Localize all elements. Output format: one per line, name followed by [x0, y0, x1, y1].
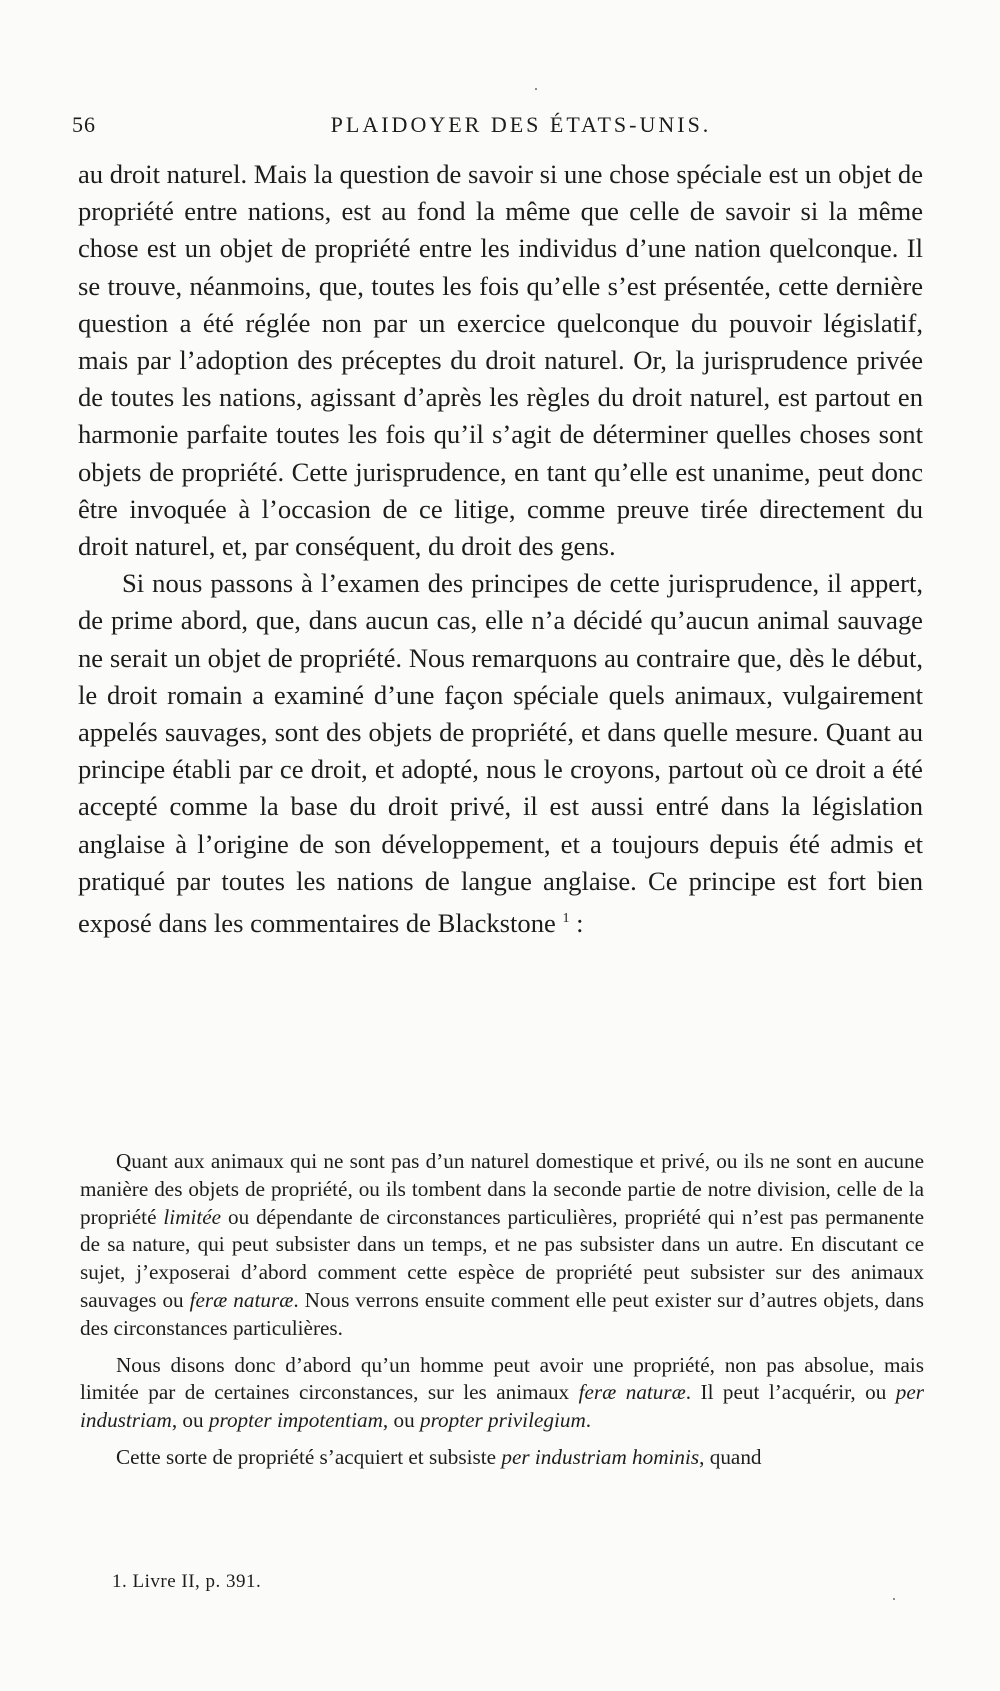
quote-1-part-b: ou dépendante de circonstances particulières, propriété qui n’est pas permanente de sa nature, qui peut subsister dans un temps, et ne pas subsister dans un autre. En discutant ce sujet, j’exposerai d’abord comment cette espèce de propriété peut subsister sur des animaux sauvages ou: [80, 1204, 925, 1312]
quote-1-emphasis-2: feræ naturæ: [189, 1287, 294, 1312]
footnote-reference: 1: [562, 911, 570, 927]
blackstone-quotation: [80, 1148, 924, 1481]
main-text: [78, 156, 923, 942]
quote-2-emphasis-3: propter impotentiam: [208, 1408, 383, 1433]
print-speck: [893, 1598, 895, 1600]
print-speck: [535, 88, 537, 90]
paragraph-2-end: :: [569, 907, 584, 938]
running-head: [72, 112, 930, 142]
quote-3-part-b: , quand: [699, 1444, 762, 1469]
quote-paragraph-1: [80, 1148, 924, 1343]
quote-2-part-c: , ou: [171, 1408, 209, 1433]
quote-3-part-a: Cette sorte de propriété s’acquiert et subsiste: [116, 1444, 502, 1469]
paragraph-2-text: Si nous passons à l’examen des principes de cette jurisprudence, il appert, de prime abord, que, dans aucun cas, elle n’a décidé qu’aucun animal sauvage ne serait un objet de propriété. Nous remarquons au contraire que, dès le début, le droit romain a examiné d’une façon spéciale quels animaux, vulgairement appelés sauvages, sont des objets de propriété, et dans quelle mesure. Quant au principe établi par ce droit, et adopté, nous le croyons, partout où ce droit a été accepté comme la base du droit privé, il est aussi entré dans la législation anglaise à l’origine de son développement, et a toujours depuis été admis et pratiqué par toutes les nations de langue anglaise. Ce principe est fort bien exposé dans les commentaires de Blackstone: [78, 568, 923, 938]
paragraph-2: [78, 565, 923, 942]
quote-3-emphasis: per industriam hominis: [501, 1444, 700, 1469]
quote-1-part-c: . Nous verrons ensuite comment elle peut exister sur d’autres objets, dans des circonstances particulières.: [80, 1287, 925, 1340]
quote-paragraph-2: [80, 1352, 924, 1435]
quote-1-part-a: Quant aux animaux qui ne sont pas d’un naturel domestique et privé, ou ils ne sont en aucune manière des objets de propriété, ou ils tombent dans la seconde partie de notre division, celle de la propriété: [80, 1149, 924, 1229]
quote-2-part-e: .: [585, 1408, 592, 1433]
paragraph-1: au droit naturel. Mais la question de savoir si une chose spéciale est un objet de propriété entre nations, est au fond la même que celle de savoir si la même chose est un objet de propriété entre les individus d’une nation quelconque. Il se trouve, néanmoins, que, toutes les fois qu’elle s’est présentée, cette dernière question a été réglée non par un exercice quelconque du pouvoir législatif, mais par l’adoption des préceptes du droit naturel. Or, la jurisprudence privée de toutes les nations, agissant d’après les règles du droit naturel, est partout en harmonie parfaite toutes les fois qu’il s’agit de déterminer quelles choses sont objets de propriété. Cette jurisprudence, en tant qu’elle est unanime, peut donc être invoquée à l’occasion de ce litige, comme preuve tirée directement du droit naturel, et, par conséquent, du droit des gens.: [78, 159, 923, 562]
quote-1-emphasis: limitée: [163, 1204, 222, 1229]
quote-2-emphasis-2: per industriam: [80, 1380, 924, 1433]
quote-2-emphasis-4: propter privilegium: [419, 1408, 586, 1433]
quote-2-part-d: , ou: [382, 1408, 420, 1433]
running-title: PLAIDOYER DES ÉTATS-UNIS.: [330, 112, 712, 137]
quote-paragraph-3: [80, 1444, 924, 1472]
quote-2-emphasis-1: feræ naturæ: [578, 1380, 686, 1405]
footnote: 1. Livre II, p. 391.: [112, 1571, 262, 1592]
quote-2-part-b: . Il peut l’acquérir, ou: [685, 1380, 896, 1405]
quote-2-part-a: Nous disons donc d’abord qu’un homme peut avoir une propriété, non pas absolue, mais limitée par de certaines circonstances, sur les animaux: [80, 1352, 924, 1405]
page-number: 56: [72, 112, 96, 137]
